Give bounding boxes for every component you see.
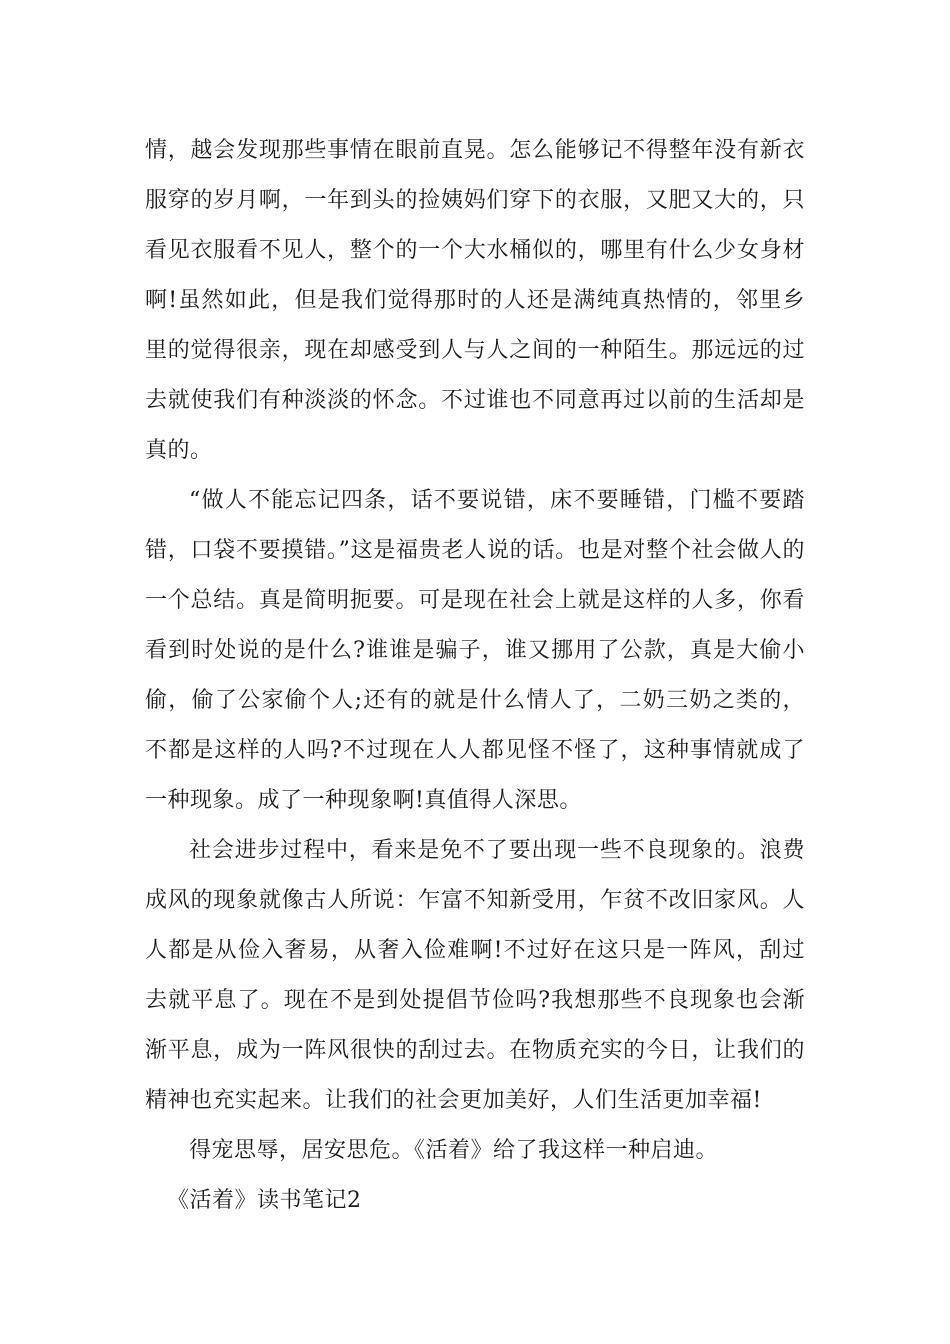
paragraph-4: 得宠思辱，居安思危。《活着》给了我这样一种启迪。 <box>189 1138 719 1163</box>
section-heading: 《活着》读书笔记2 <box>167 1188 362 1213</box>
document-body <box>145 126 805 1226</box>
paragraph-1: 情，越会发现那些事情在眼前直晃。怎么能够记不得整年没有新衣服穿的岁月啊，一年到头的捡姨妈们穿下的衣服，又肥又大的，只看见衣服看不见人，整个的一个大水桶似的，哪里有什么少女身材啊!虽然如此，但是我们觉得那时的人还是满纯真热情的，邻里乡里的觉得很亲，现在却感受到人与人之间的一种陌生。那远远的过去就使我们有种淡淡的怀念。不过谁也不同意再过以前的生活却是真的。 <box>145 138 805 463</box>
paragraph-3: 社会进步过程中，看来是免不了要出现一些不良现象的。浪费成风的现象就像古人所说：乍富不知新受用，乍贫不改旧家风。人人都是从俭入奢易，从奢入俭难啊!不过好在这只是一阵风，刮过去就平息了。现在不是到处提倡节俭吗?我想那些不良现象也会渐渐平息，成为一阵风很快的刮过去。在物质充实的今日，让我们的精神也充实起来。让我们的社会更加美好，人们生活更加幸福! <box>145 838 805 1113</box>
paragraph-2: “做人不能忘记四条，话不要说错，床不要睡错，门槛不要踏错，口袋不要摸错。”这是福贵老人说的话。也是对整个社会做人的一个总结。真是简明扼要。可是现在社会上就是这样的人多，你看看到时处说的是什么?谁谁是骗子，谁又挪用了公款，真是大偷小偷，偷了公家偷个人;还有的就是什么情人了，二奶三奶之类的，不都是这样的人吗?不过现在人人都见怪不怪了，这种事情就成了一种现象。成了一种现象啊!真值得人深思。 <box>145 488 805 813</box>
